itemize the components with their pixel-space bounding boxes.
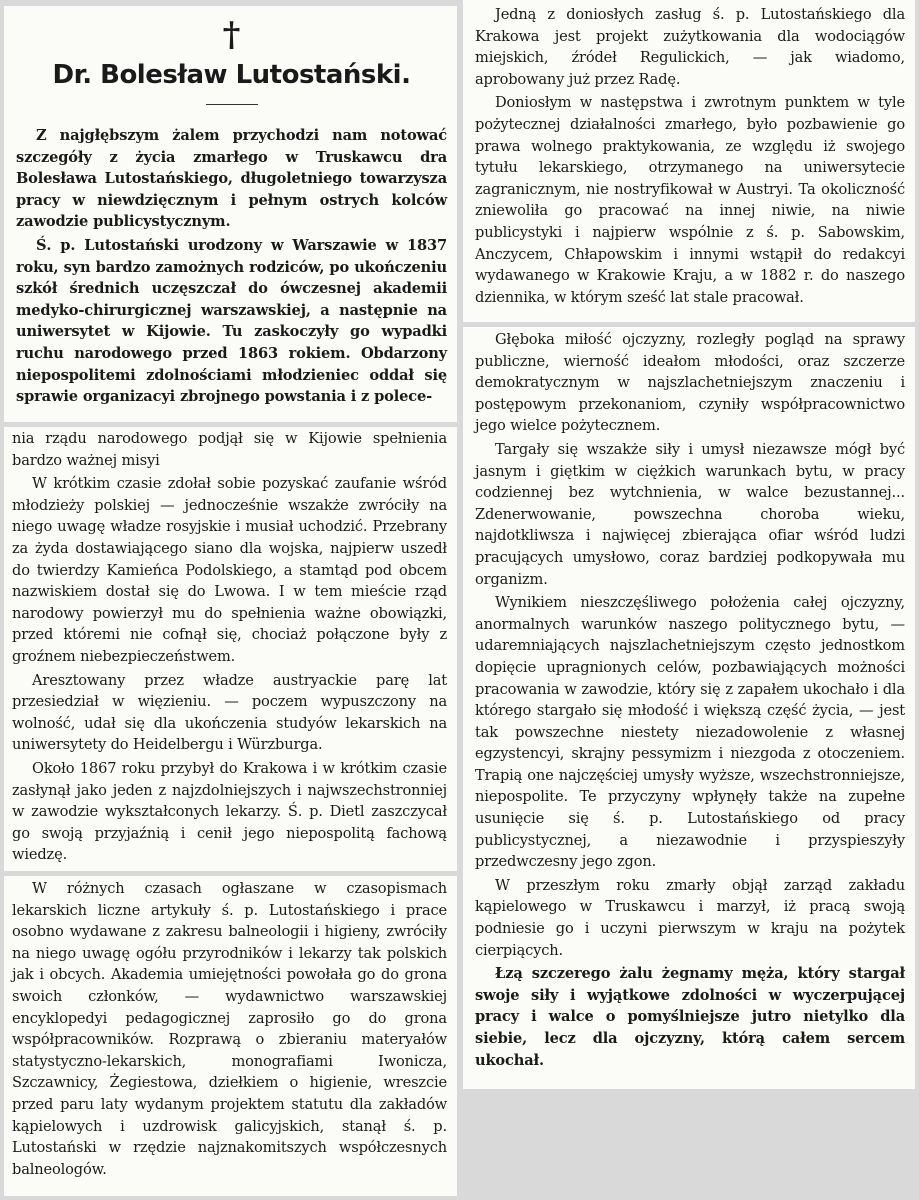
clipping-krakow-merits (463, 0, 915, 322)
paragraph: Głęboka miłość ojczyzny, rozległy pogląd na sprawy publiczne, wierność ideałom młodości, oraz szczerze demokratycznym w najszlachetniejszym znaczeniu i postępowym przekonaniom, czyniły współpracownictwo jego wielce pożytecznem. (475, 331, 905, 435)
paragraph: nia rządu narodowego podjął się w Kijowie spełnienia bardzo ważnej misyi (12, 430, 447, 469)
paragraph: Około 1867 roku przybył do Krakowa i w krótkim czasie zasłynął jako jeden z najzdolniejszych i najwszechstronniej w zawodzie wykształconych lekarzy. Ś. p. Dietl zaszczycał go swoją przyjaźnią i cenił jego niepospolitą fachową wiedzę. (12, 759, 447, 864)
paragraph: W przeszłym roku zmarły objął zarząd zakładu kąpielowego w Truskawcu i marzył, iż pracą swoją podniesie go i uczyni pierwszym w kraju na pożytek cierpiących. (475, 876, 905, 959)
paragraph: Z najgłębszym żalem przychodzi nam notować szczegóły z życia zmarłego w Truskawcu dra Bolesława Lutostańskiego, długoletniego towarzysza pracy w niewdzięcznym i pełnym ostrych kolców zawodzie publicystycznym. (16, 127, 447, 231)
paragraph: Jedną z doniosłych zasług ś. p. Lutostańskiego dla Krakowa jest projekt zużytkowania dla wodociągów miejskich, źródeł Regulickich, — jak wiadomo, aprobowany już przez Radę. (475, 6, 905, 88)
paragraph: W krótkim czasie zdołał sobie pozyskać zaufanie wśród młodzieży polskiej — jednocześnie wszakże zwróciły na niego uwagę władze rosyjskie i musiał uchodzić. Przebrany za żyda dostawiającego siano dla wojska, najpierw uszedł do twierdzy Kamieńca Podolskiego, a stamtąd pod obcem nazwiskiem dostał się do Lwowa. I w tem mieście rząd narodowy powierzył mu do spełnienia ważne obowiązki, przed któremi nie cofnął się, chociaż połączone były z groźnem niebezpieczeństwem. (12, 475, 447, 665)
paragraph: Doniosłym w następstwa i zwrotnym punktem w tyle pożytecznej działalności zmarłego, było pozbawienie go prawa wolnego praktykowania, ze względu iż swojego tytułu lekarskiego, otrzymanego na uniwersytecie zagranicznym, nie nostryfikował w Austryi. Ta okoliczność zniewoliła go pracować na innej niwie, na niwie publicystyki i najpierw wspólnie z ś. p. Sabowskim, Anczycem, Chłapowskim i innymi wstąpił do redakcyi wydawanego w Krakowie Kraju, a w 1882 r. do naszego dziennika, w którym sześć lat stale pracował. (475, 94, 905, 306)
clipping-scientific-work (4, 876, 457, 1196)
article-title: Dr. Bolesław Lutostański. (52, 60, 411, 90)
clipping-biography (4, 427, 457, 871)
clipping-final (463, 327, 915, 1089)
clipping-header (4, 6, 457, 422)
paragraph: Aresztowany przez władze austryackie parę lat przesiedział w więzieniu. — poczem wypuszczony na wolność, udał się dla ukończenia studyów lekarskich na uniwersytety do Heidelbergu i Würzburga. (12, 671, 447, 754)
paragraph: Łzą szczerego żalu żegnamy męża, który stargał swoje siły i wyjątkowe zdolności w wyczerpującej pracy i walce o pomyślniejsze jutro nietylko dla siebie, lecz dla ojczyzny, którą całem sercem ukochał. (475, 965, 905, 1069)
paragraph: W różnych czasach ogłaszane w czasopismach lekarskich liczne artykuły ś. p. Lutostańskiego i prace osobno wydawane z zakresu balneologii i higieny, zwróciły na niego uwagę ogółu przyrodników i lekarzy tak polskich jak i obcych. Akademia umiejętności powołała go do grona swoich członków, — wydawnictwo warszawskiej encyklopedyi pedagogicznej zaprosiło go do grona współpracowników. Rozprawą o zbieraniu materyałów statystyczno-lekarskich, monografiami Iwonicza, Szczawnicy, Żegiestowa, dziełkiem o higienie, wreszcie przed paru laty wydanym projektem statutu dla zakładów kąpielowych i uzdrowisk galicyjskich, stanął ś. p. Lutostański w rzędzie najznakomitszych współczesnych balneologów. (12, 880, 447, 1178)
paragraph: Ś. p. Lutostański urodzony w Warszawie w 1837 roku, syn bardzo zamożnych rodziców, po ukończeniu szkół średnich uczęszczał do ówczesnej akademii medyko-chirurgicznej warszawskiej, a następnie na uniwersytet w Kijowie. Tu zaskoczyły go wypadki ruchu narodowego przed 1863 rokiem. Obdarzony niepospolitemi zdolnościami młodzieniec oddał się sprawie organizacyi zbrojnego powstania i z polece- (16, 236, 447, 406)
title-divider (206, 104, 258, 105)
paragraph: Wynikiem nieszczęśliwego położenia całej ojczyzny, anormalnych warunków naszego politycznego bytu, — udaremniających najszlachetniejszym często jednostkom dopięcie upragnionych celów, pozbawiających możności pracowania w zawodzie, który się z zapałem ukochało i dla którego stargało się młodość i większą część życia, — jest tak powszechne niestety niezadowolenie z własnej egzystencyi, skrajny pessymizm i niezgoda z otoczeniem. Trapią one najczęściej umysły wyższe, wszechstronniejsze, niepospolite. Te przyczyny wpłynęły także na zupełne usunięcie się ś. p. Lutostańskiego od pracy publicystycznej, a niezawodnie i przyspieszyły przedwczesny jego zgon. (475, 594, 905, 871)
paragraph: Targały się wszakże siły i umysł niezawsze mógł być jasnym i giętkim w ciężkich warunkach bytu, w pracy codziennej bez wytchnienia, w walce bezustannej... Zdenerwowanie, powszechna choroba wieku, najdotkliwsza i najwięcej zbierająca ofiar wśród ludzi pracujących umysłowo, coraz bardziej podkopywała mu organizm. (475, 440, 905, 588)
cross-symbol: † (222, 15, 241, 55)
